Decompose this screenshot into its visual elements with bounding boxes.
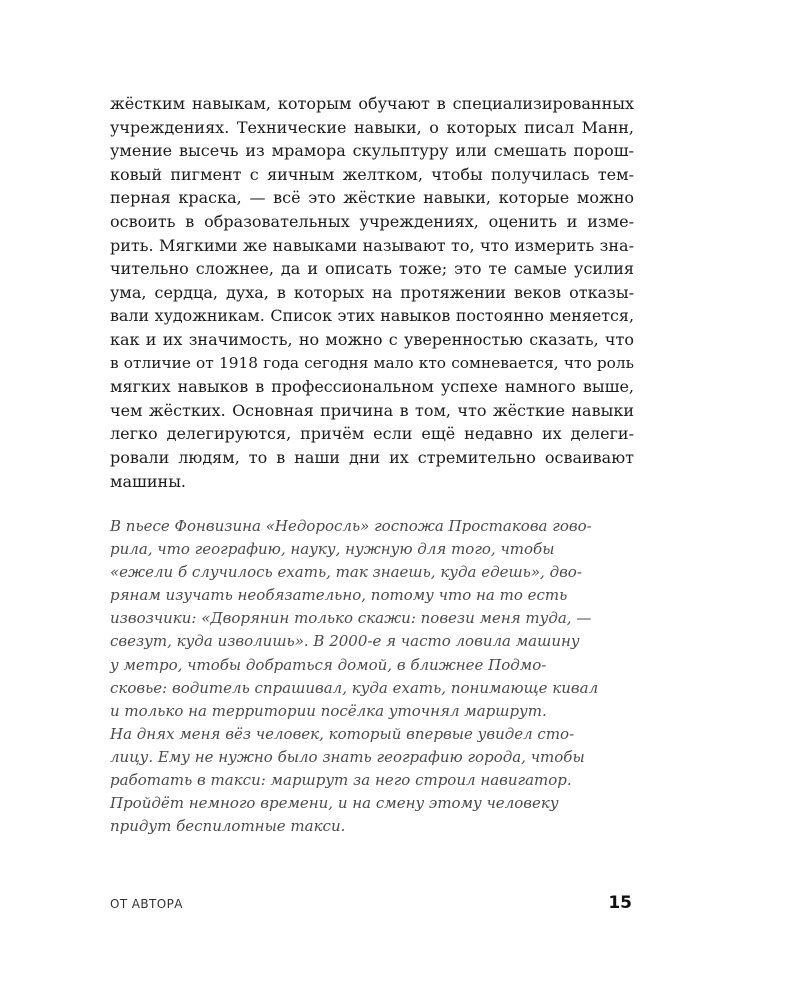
text-line: машины. <box>110 471 187 491</box>
text-line: умение высечь из мрамора скульптуру или смешать порош- <box>110 141 634 161</box>
quote-line: рила, что географию, науку, нужную для того, чтобы <box>110 540 555 559</box>
text-line: чем жёстких. Основная причина в том, что жёсткие навыки <box>110 400 634 420</box>
text-line: ковый пигмент с яичным желтком, чтобы получилась тем- <box>110 164 634 184</box>
running-footer-section: ОТ АВТОРА <box>110 897 183 911</box>
quote-line: В пьесе Фонвизина «Недоросль» госпожа Простакова гово- <box>110 517 592 535</box>
text-line: освоить в образовательных учреждениях, оценить и изме- <box>110 211 634 231</box>
text-line: легко делегируются, причём если ещё недавно их делеги- <box>110 424 634 444</box>
quote-line: и только на территории посёлка уточнял маршрут. <box>110 701 547 720</box>
text-line: перная краска, — всё это жёсткие навыки, которые можно <box>110 188 634 208</box>
quote-line: работать в такси: маршрут за него строил навигатор. <box>110 771 572 790</box>
quote-line: рянам изучать необязательно, потому что на то есть <box>110 586 568 605</box>
quote-line: у метро, чтобы добраться домой, в ближнее Подмо- <box>110 655 547 674</box>
text-line: жёстким навыкам, которым обучают в специализированных <box>110 94 634 113</box>
text-line: как и их значимость, но можно с уверенностью сказать, что <box>110 329 634 349</box>
text-line: чительно сложнее, да и описать тоже; это те самые усилия <box>110 259 634 279</box>
quote-line: придут беспилотные такси. <box>110 817 346 836</box>
text-line: ума, сердца, духа, в которых на протяжении веков отказы- <box>110 282 634 302</box>
quote-line: сковье: водитель спрашивал, куда ехать, понимающе кивал <box>110 678 599 697</box>
quote-line: лицу. Ему не нужно было знать географию города, чтобы <box>110 747 585 766</box>
quote-line: свезут, куда изволишь». В 2000-е я часто ловила машину <box>110 632 580 651</box>
text-line: рить. Мягкими же навыками называют то, что измерить зна- <box>110 235 634 255</box>
quote-line: Пройдёт немного времени, и на смену этому человеку <box>110 794 559 813</box>
quote-line: На днях меня вёз человек, который впервые увидел сто- <box>110 724 575 743</box>
quote-line: извозчики: «Дворянин только скажи: повези меня туда, — <box>110 609 592 628</box>
text-line: ровали людям, то в наши дни их стремительно осваивают <box>110 447 634 467</box>
text-line: учреждениях. Технические навыки, о которых писал Манн, <box>110 117 634 137</box>
quote-line: «ежели б случилось ехать, так знаешь, куда едешь», дво- <box>110 563 582 582</box>
text-line: вали художникам. Список этих навыков постоянно меняется, <box>110 306 634 326</box>
main-paragraph <box>110 92 634 493</box>
text-line: в отличие от 1918 года сегодня мало кто сомневается, что роль <box>110 353 634 372</box>
text-line: мягких навыков в профессиональном успехе намного выше, <box>110 377 634 397</box>
page-number: 15 <box>608 893 632 913</box>
sidebar-quote <box>110 515 634 838</box>
